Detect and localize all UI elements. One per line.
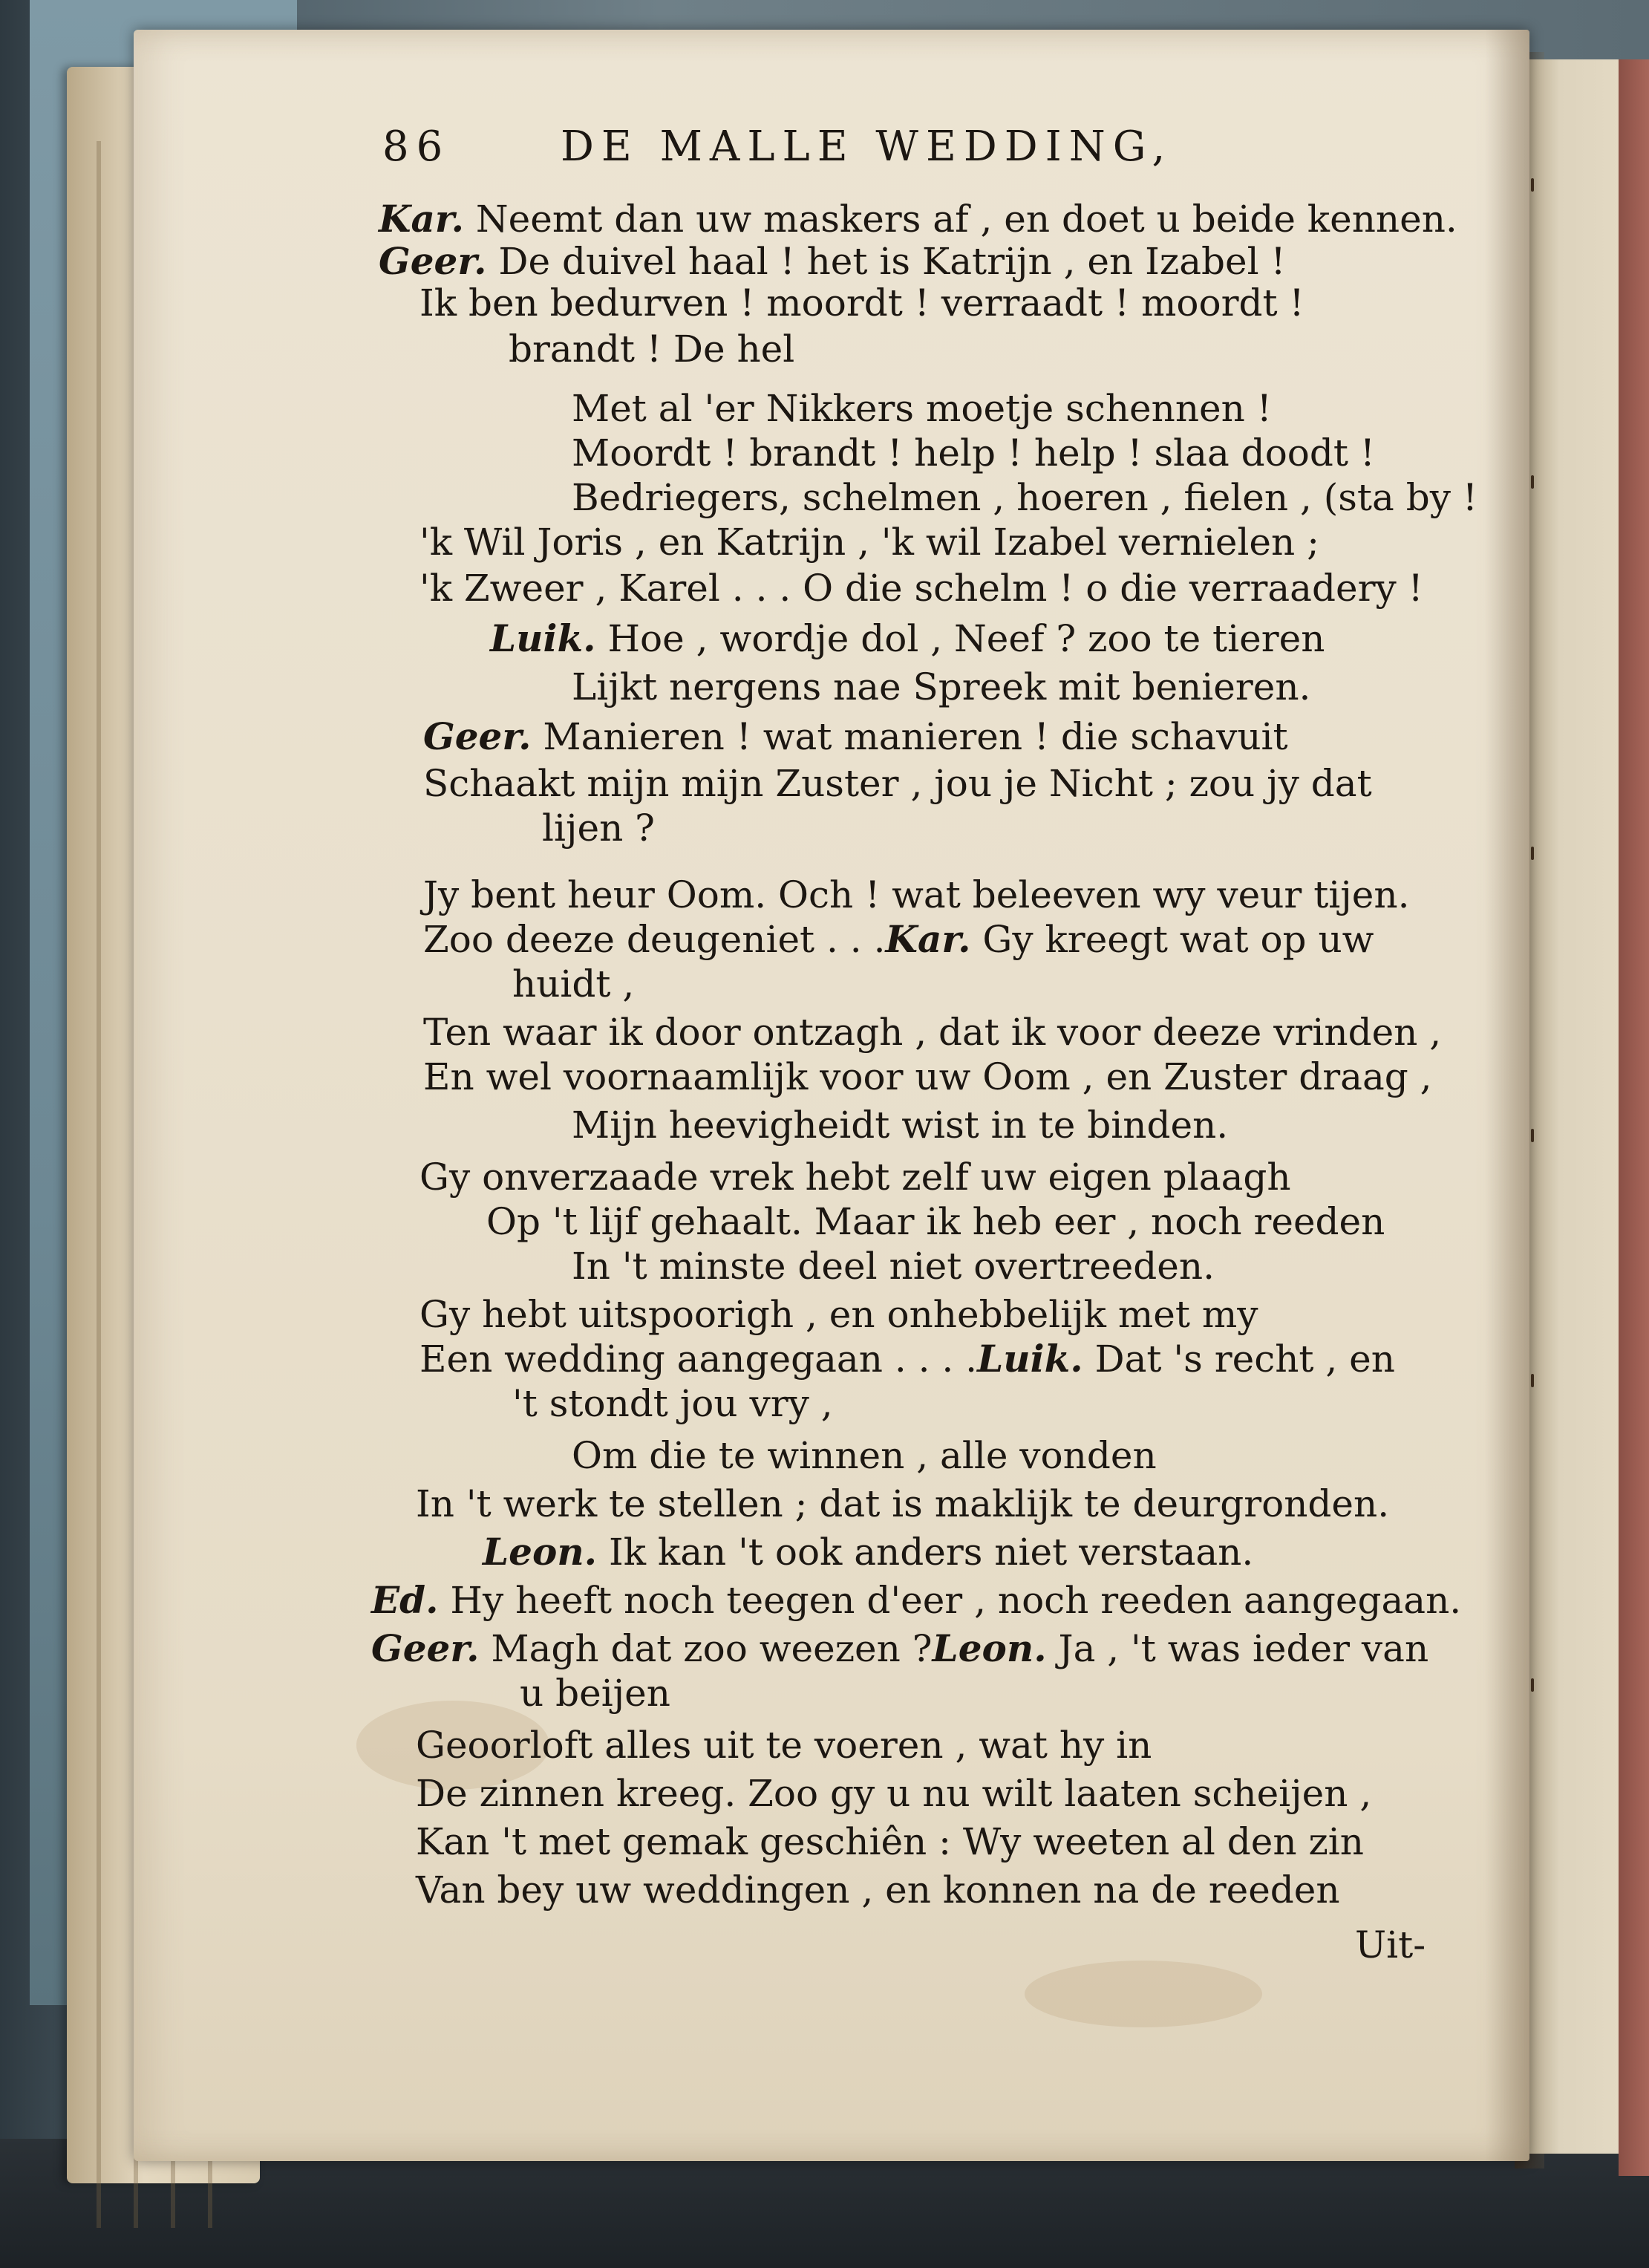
gutter-shade bbox=[1485, 30, 1529, 2161]
line-text: Manieren ! wat manieren ! die schavuit bbox=[531, 715, 1288, 758]
line-text: 'k Zweer , Karel . . . O die schelm ! o die verraadery ! bbox=[419, 567, 1423, 610]
text-line bbox=[490, 616, 1325, 661]
speaker-name: Kar. bbox=[379, 197, 465, 241]
line-text: Op 't lijf gehaalt. Maar ik heb eer , noch reeden bbox=[486, 1200, 1385, 1243]
paper-stain bbox=[1025, 1961, 1262, 2027]
line-text: Kan 't met gemak geschiên : Wy weeten al den zin bbox=[416, 1820, 1364, 1863]
speaker-name: Luik. bbox=[490, 616, 596, 660]
text-line bbox=[423, 917, 1374, 962]
leaf-edge bbox=[97, 141, 101, 2228]
text-line bbox=[423, 1010, 1441, 1055]
speaker-name: Kar. bbox=[885, 917, 971, 961]
text-line bbox=[483, 1530, 1253, 1574]
text-line bbox=[423, 714, 1288, 759]
text-line bbox=[572, 475, 1477, 520]
line-text: Jy bent heur Oom. Och ! wat beleeven wy veur tijen. bbox=[423, 873, 1410, 916]
running-title: DE MALLE WEDDING, bbox=[561, 123, 1173, 171]
line-text: In 't werk te stellen ; dat is maklijk te deurgronden. bbox=[416, 1482, 1390, 1525]
line-text: Ja , 't was ieder van bbox=[1046, 1627, 1429, 1670]
text-line bbox=[572, 431, 1375, 475]
line-text: Een wedding aangegaan . . . . bbox=[419, 1337, 978, 1381]
binding-stitch bbox=[1531, 475, 1534, 489]
line-text: 'k Wil Joris , en Katrijn , 'k wil Izabel vernielen ; bbox=[419, 521, 1319, 564]
line-text: Moordt ! brandt ! help ! help ! slaa doodt ! bbox=[572, 431, 1375, 475]
text-line bbox=[419, 520, 1319, 564]
text-line bbox=[416, 1868, 1340, 1912]
line-text: Neemt dan uw maskers af , en doet u beide kennen. bbox=[464, 198, 1457, 241]
text-line bbox=[419, 566, 1423, 610]
line-text: Ik kan 't ook anders niet verstaan. bbox=[597, 1531, 1254, 1574]
speaker-name: Geer. bbox=[371, 1626, 480, 1670]
line-text: Geoorloft alles uit te voeren , wat hy in bbox=[416, 1724, 1152, 1767]
text-line bbox=[423, 761, 1372, 806]
binding-stitch bbox=[1531, 178, 1534, 192]
line-text: Mijn heevigheidt wist in te binden. bbox=[572, 1104, 1229, 1147]
speaker-name: Leon. bbox=[483, 1530, 598, 1574]
line-text: Zoo deeze deugeniet . . . bbox=[423, 918, 886, 961]
text-line bbox=[572, 1433, 1157, 1478]
text-line bbox=[520, 1671, 670, 1715]
line-text: Gy kreegt wat op uw bbox=[970, 918, 1374, 961]
line-text: Met al 'er Nikkers moetje schennen ! bbox=[572, 387, 1272, 430]
text-line bbox=[371, 1626, 1428, 1671]
line-text: Ten waar ik door ontzagh , dat ik voor deeze vrinden , bbox=[423, 1011, 1442, 1054]
line-text: Ik ben bedurven ! moordt ! verraadt ! moordt ! bbox=[419, 281, 1304, 325]
line-text: De zinnen kreeg. Zoo gy u nu wilt laaten scheijen , bbox=[416, 1772, 1372, 1815]
text-line bbox=[486, 1199, 1385, 1244]
binding-stitch bbox=[1531, 1678, 1534, 1692]
text-line bbox=[423, 873, 1409, 917]
text-line bbox=[512, 962, 634, 1006]
line-text: Hy heeft noch teegen d'eer , noch reeden aangegaan. bbox=[438, 1579, 1462, 1622]
text-line bbox=[572, 665, 1310, 709]
line-text: Bedriegers, schelmen , hoeren , fielen , (sta by ! bbox=[572, 476, 1477, 519]
text-line bbox=[416, 1723, 1152, 1767]
line-text: huidt , bbox=[512, 962, 635, 1006]
line-text: lijen ? bbox=[542, 806, 655, 850]
book-cover-edge bbox=[1619, 59, 1649, 2176]
text-line bbox=[572, 1244, 1215, 1288]
speaker-name: Luik. bbox=[977, 1337, 1083, 1381]
text-line bbox=[416, 1771, 1371, 1816]
text-line bbox=[542, 806, 655, 850]
text-line bbox=[419, 1337, 1395, 1381]
text-line bbox=[419, 1155, 1291, 1199]
speaker-name: Geer. bbox=[379, 239, 487, 283]
line-text: Dat 's recht , en bbox=[1083, 1337, 1395, 1381]
line-text: Magh dat zoo weezen ? bbox=[479, 1627, 933, 1670]
speaker-name: Leon. bbox=[932, 1626, 1047, 1670]
catchword: Uit- bbox=[1355, 1923, 1426, 1966]
text-line bbox=[512, 1381, 833, 1426]
line-text: brandt ! De hel bbox=[509, 328, 795, 371]
binding-stitch bbox=[1531, 1374, 1534, 1387]
binding-stitch bbox=[1531, 1129, 1534, 1142]
text-line bbox=[416, 1819, 1364, 1864]
line-text: Lijkt nergens nae Spreek mit benieren. bbox=[572, 665, 1311, 708]
text-line bbox=[572, 386, 1272, 431]
line-text: u beijen bbox=[520, 1672, 670, 1715]
text-line bbox=[379, 197, 1457, 241]
speaker-name: Geer. bbox=[423, 714, 532, 758]
text-line bbox=[371, 1578, 1461, 1623]
line-text: Schaakt mijn mijn Zuster , jou je Nicht ; zou jy dat bbox=[423, 762, 1372, 805]
line-text: In 't minste deel niet overtreeden. bbox=[572, 1245, 1215, 1288]
binding-stitch bbox=[1531, 847, 1534, 860]
line-text: Gy hebt uitspoorigh , en onhebbelijk met my bbox=[419, 1293, 1258, 1336]
line-text: Om die te winnen , alle vonden bbox=[572, 1434, 1157, 1477]
line-text: De duivel haal ! het is Katrijn , en Izabel ! bbox=[486, 240, 1286, 283]
text-line bbox=[379, 239, 1286, 284]
line-text: Gy onverzaade vrek hebt zelf uw eigen plaagh bbox=[419, 1156, 1291, 1199]
line-text: Hoe , wordje dol , Neef ? zoo te tieren bbox=[595, 617, 1325, 660]
page-number: 86 bbox=[382, 123, 451, 171]
text-line bbox=[423, 1055, 1432, 1099]
speaker-name: Ed. bbox=[371, 1578, 439, 1622]
text-line bbox=[572, 1103, 1228, 1147]
line-text: En wel voornaamlijk voor uw Oom , en Zuster draag , bbox=[423, 1055, 1432, 1098]
text-line bbox=[416, 1482, 1389, 1526]
line-text: Van bey uw weddingen , en konnen na de reeden bbox=[416, 1868, 1340, 1912]
text-line bbox=[419, 281, 1304, 325]
text-line bbox=[509, 327, 794, 371]
line-text: 't stondt jou vry , bbox=[512, 1382, 833, 1425]
text-line bbox=[419, 1292, 1258, 1337]
